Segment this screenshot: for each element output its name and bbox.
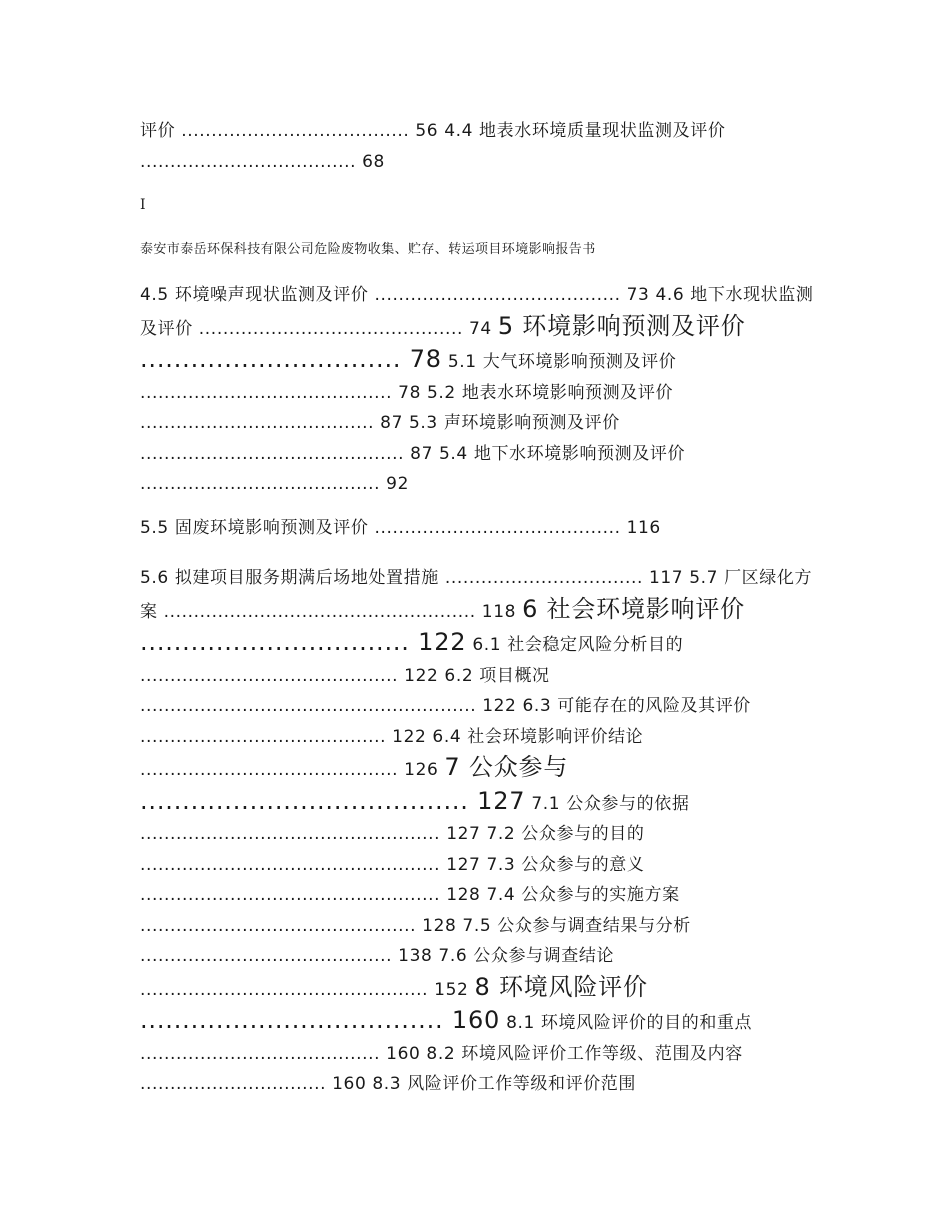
toc-chapter-entry: 8 环境风险评价 .................................... 160 <box>140 972 648 1034</box>
toc-entry-run: 7.1 公众参与的依据 .................................................. 127 7.2 公众参与的目的 .................................................. 127 7.3 公众参与的意义 .................................................. 128 7.4 公众参与的实施方案 .............................................. 128 7.5 公众参与调查结果与分析 .......................................... 138 7.6 公众参与调查结论 ................................................ 152 <box>140 793 691 1000</box>
toc-block-1 <box>140 116 815 177</box>
toc-entry-run: 评价 ...................................... 56 4.4 地表水环境质量现状监测及评价 .................................... 68 <box>140 121 726 172</box>
toc-entry-run: 8.1 环境风险评价的目的和重点 ........................................ 160 8.2 环境风险评价工作等级、范围及内容 ............................... 160 8.3 风险评价工作等级和评价范围 <box>140 1013 753 1094</box>
toc-chapter-entry: 7 公众参与 ....................................... 127 <box>140 753 569 815</box>
toc-chapter-entry: 6 社会环境影响评价 ................................ 122 <box>140 594 745 656</box>
toc-entry-run: 5.6 拟建项目服务期满后场地处置措施 ................................. 117 5.7 厂区绿化方案 .................................................... 118 <box>140 568 813 622</box>
toc-entry-run: 4.5 环境噪声现状监测及评价 ......................................... 73 4.6 地下水现状监测及评价 ............................................ 74 <box>140 285 814 339</box>
toc-block-3 <box>140 513 815 544</box>
running-header: 泰安市泰岳环保科技有限公司危险废物收集、贮存、转运项目环境影响报告书 <box>140 242 596 257</box>
toc-entry-run: 5.1 大气环境影响预测及评价 .......................................... 78 5.2 地表水环境影响预测及评价 ....................................... 87 5.3 声环境影响预测及评价 ............................................ 87 5.4 地下水环境影响预测及评价 ........................................ 92 <box>140 352 686 494</box>
page-number: I <box>140 197 146 213</box>
toc-entry-run: 5.5 固废环境影响预测及评价 ......................................... 116 <box>140 518 661 538</box>
toc-block-4 <box>140 563 815 1100</box>
toc-block-2 <box>140 280 815 500</box>
toc-entry-run: 6.1 社会稳定风险分析目的 ........................................... 122 6.2 项目概况 ........................................................ 122 6.3 可能存在的风险及其评价 ......................................... 122 6.4 社会环境影响评价结论 ........................................... 126 <box>140 635 751 780</box>
toc-chapter-entry: 5 环境影响预测及评价 ............................... 78 <box>140 311 746 373</box>
